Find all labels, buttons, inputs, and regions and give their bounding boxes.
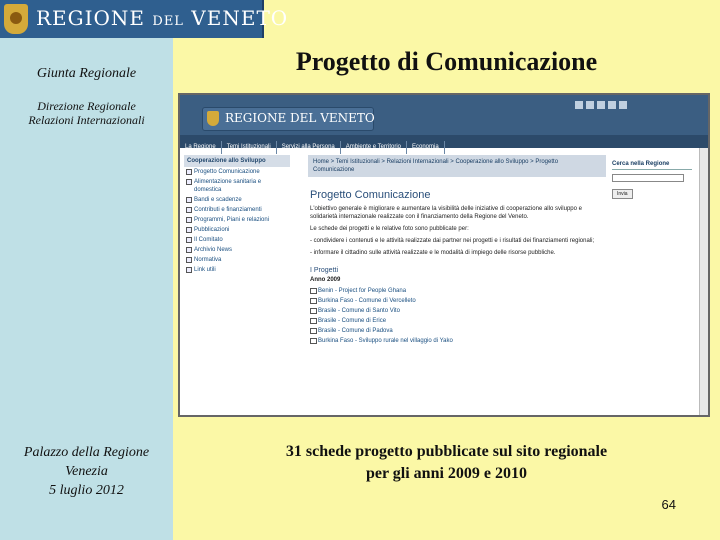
content-title: Progetto Comunicazione [310, 189, 431, 201]
site-header [180, 95, 708, 135]
slide-title: Progetto di Comunicazione [295, 47, 598, 76]
nav-item: Ambiente e Territorio [341, 141, 407, 154]
header-tools [572, 101, 627, 109]
project-link: Brasile - Comune di Erice [308, 316, 606, 326]
tool-icon [619, 101, 627, 109]
tool-icon [575, 101, 583, 109]
left-menu-item: Archivio News [184, 245, 290, 255]
veneto-crest-icon [4, 4, 28, 34]
search-input [612, 174, 684, 182]
palazzo-label: Palazzo della Regione Venezia 5 luglio 2012 [23, 445, 150, 498]
site-logo: REGIONE DEL VENETO [202, 107, 374, 131]
page-number: 64 [661, 497, 676, 512]
nav-item: Temi Istituzionali [222, 141, 277, 154]
nav-item: Servizi alla Persona [277, 141, 341, 154]
content-paragraph: Le schede dei progetti e le relative foto sono pubblicate per: [310, 226, 469, 232]
site-left-menu [184, 155, 290, 415]
tool-icon [608, 101, 616, 109]
website-screenshot [178, 93, 710, 417]
search-button: Invia [612, 189, 633, 199]
banner-brand: REGIONE DEL VENETO [36, 6, 289, 30]
left-menu-item: Bandi e scadenze [184, 195, 290, 205]
left-menu-item: Progetto Comunicazione [184, 167, 290, 177]
giunta-label: Giunta Regionale [36, 66, 137, 81]
project-link: Benin - Project for People Ghana [308, 286, 606, 296]
left-menu-item: Alimentazione sanitaria e domestica [184, 177, 290, 195]
site-nav [180, 135, 708, 148]
regione-veneto-banner [0, 0, 289, 38]
search-heading: Cerca nella Regione [612, 161, 692, 170]
slide-caption: 31 schede progetto pubblicate sul sito regionale per gli anni 2009 e 2010 [285, 443, 608, 482]
breadcrumb: Home > Temi Istituzionali > Relazioni Internazionali > Cooperazione allo Sviluppo > Progetto Comunicazione [308, 155, 606, 177]
tool-icon [586, 101, 594, 109]
left-menu-item: Normativa [184, 255, 290, 265]
left-menu-item: Link utili [184, 265, 290, 275]
site-search [612, 161, 692, 200]
nav-item: La Regione [180, 141, 222, 154]
nav-item: Economia [407, 141, 445, 154]
content-bullet: - condividere i contenuti e le attività realizzate dai partner nei progetti e i risultati dei finanziamenti regionali; [310, 238, 595, 244]
left-menu-heading: Cooperazione allo Sviluppo [184, 155, 290, 167]
left-menu-item: Il Comitato [184, 235, 290, 245]
site-content [308, 155, 606, 415]
left-menu-item: Pubblicazioni [184, 225, 290, 235]
content-paragraph: L'obiettivo generale è migliorare e aumentare la visibilità delle iniziative di cooperazione allo sviluppo e solidarietà internazionale realizzate con il finanziamento della Regione del Veneto. [310, 206, 582, 220]
site-crest-icon [207, 111, 219, 126]
projects-heading: I Progetti [310, 267, 339, 274]
left-menu-item: Programmi, Piani e relazioni [184, 215, 290, 225]
project-link: Burkina Faso - Comune di Vercelleto [308, 296, 606, 306]
direzione-label: Direzione Regionale Relazioni Internazionali [28, 99, 145, 127]
project-link: Brasile - Comune di Padova [308, 326, 606, 336]
content-bullet: - informare il cittadino sulle attività realizzate e le modalità di impiego delle risorse pubbliche. [310, 250, 556, 256]
tool-icon [597, 101, 605, 109]
left-menu-item: Contributi e finanziamenti [184, 205, 290, 215]
scrollbar [699, 148, 708, 415]
projects-year: Anno 2009 [310, 277, 341, 283]
project-link: Burkina Faso - Sviluppo rurale nel villaggio di Yako [308, 336, 606, 346]
project-link: Brasile - Comune di Santo Vito [308, 306, 606, 316]
